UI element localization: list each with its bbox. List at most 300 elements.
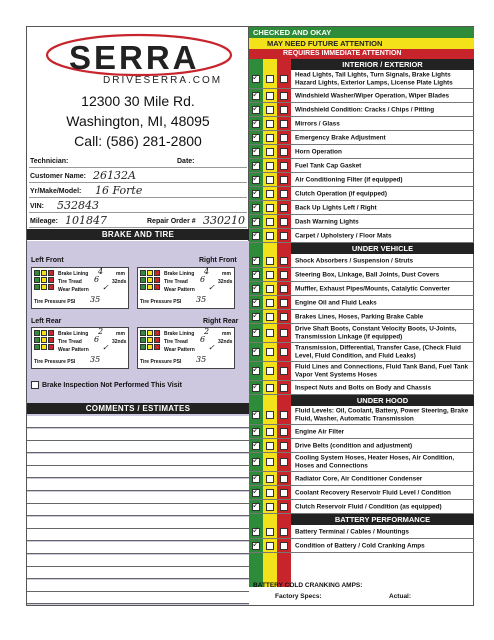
checklist-item bbox=[249, 362, 474, 381]
tire-tread-value[interactable]: 6 bbox=[200, 335, 206, 344]
rating-square[interactable] bbox=[34, 330, 40, 336]
immediate-checkbox[interactable] bbox=[280, 348, 288, 356]
immediate-checkbox[interactable] bbox=[280, 542, 288, 550]
check-mark-icon: ✓ bbox=[252, 201, 260, 212]
ok-checkbox[interactable] bbox=[252, 539, 260, 550]
check-mark-icon: ✓ bbox=[252, 215, 260, 226]
checklist-item-label: Steering Box, Linkage, Ball Joints, Dust Covers bbox=[295, 270, 440, 278]
ok-checkbox[interactable] bbox=[252, 329, 260, 337]
ok-checkbox[interactable] bbox=[252, 486, 260, 497]
ok-checkbox[interactable] bbox=[252, 229, 260, 240]
comment-line[interactable] bbox=[27, 429, 249, 441]
wear-pattern-value[interactable]: ✓ bbox=[208, 343, 215, 352]
brake-lining-value[interactable]: 4 bbox=[98, 267, 104, 276]
comment-line[interactable] bbox=[27, 466, 249, 478]
rating-square[interactable] bbox=[48, 284, 54, 290]
rating-square[interactable] bbox=[48, 330, 54, 336]
check-mark-icon: ✓ bbox=[252, 268, 260, 279]
checklist-item bbox=[249, 229, 474, 243]
checklist-item bbox=[249, 187, 474, 201]
future-checkbox[interactable] bbox=[266, 503, 274, 511]
checklist-item bbox=[249, 215, 474, 229]
ok-checkbox[interactable] bbox=[252, 381, 260, 392]
rating-squares bbox=[34, 270, 56, 292]
checklist-item bbox=[249, 324, 474, 343]
future-checkbox[interactable] bbox=[266, 329, 274, 337]
checklist-item-label: Fluid Levels: Oil, Coolant, Battery, Power Steering, Brake Fluid, Washer, Automatic Transmission bbox=[295, 407, 469, 422]
ok-checkbox[interactable] bbox=[252, 411, 260, 419]
future-checkbox[interactable] bbox=[266, 458, 274, 466]
rating-square[interactable] bbox=[147, 284, 153, 290]
legend-checked-ok: CHECKED AND OKAY bbox=[249, 27, 474, 38]
technician-label: Technician: bbox=[30, 158, 69, 165]
rating-square[interactable] bbox=[140, 270, 146, 276]
rating-square[interactable] bbox=[147, 277, 153, 283]
immediate-checkbox[interactable] bbox=[280, 162, 288, 170]
mm-unit: mm bbox=[222, 331, 231, 337]
check-mark-icon: ✓ bbox=[252, 103, 260, 114]
battery-cca-label: BATTERY COLD CRANKING AMPS: bbox=[253, 582, 363, 589]
inspection-sheet bbox=[26, 26, 474, 606]
ok-checkbox[interactable] bbox=[252, 500, 260, 511]
checklist-item bbox=[249, 539, 474, 553]
comment-line[interactable] bbox=[27, 479, 249, 491]
tire-box-left-front bbox=[31, 267, 129, 309]
ok-checkbox[interactable] bbox=[252, 201, 260, 212]
legend-immediate-attention: REQUIRES IMMEDIATE ATTENTION bbox=[249, 49, 474, 59]
rating-square[interactable] bbox=[48, 337, 54, 343]
checklist-item bbox=[249, 453, 474, 472]
brake-lining-value[interactable]: 2 bbox=[204, 327, 210, 336]
tire-tread-label: Tire Tread bbox=[58, 279, 82, 285]
tire-pressure-value[interactable]: 35 bbox=[196, 295, 207, 304]
right-column bbox=[249, 27, 474, 605]
section-battery-performance-header: BATTERY PERFORMANCE bbox=[291, 514, 474, 525]
ok-checkbox[interactable] bbox=[252, 89, 260, 100]
rating-square[interactable] bbox=[154, 337, 160, 343]
ok-checkbox[interactable] bbox=[252, 268, 260, 279]
ymm-value[interactable]: 16 Forte bbox=[95, 184, 143, 197]
future-checkbox[interactable] bbox=[266, 475, 274, 483]
brake-not-performed-row[interactable] bbox=[31, 381, 182, 389]
checklist-item-label: Condition of Battery / Cold Cranking Amps bbox=[295, 541, 425, 549]
checklist-item bbox=[249, 343, 474, 362]
rating-square[interactable] bbox=[34, 270, 40, 276]
checklist-item-label: Fuel Tank Cap Gasket bbox=[295, 161, 362, 169]
rating-square[interactable] bbox=[140, 344, 146, 350]
customer-row bbox=[29, 169, 247, 183]
comment-line[interactable] bbox=[27, 454, 249, 466]
tire-tread-label: Tire Tread bbox=[58, 339, 82, 345]
rating-squares bbox=[140, 330, 162, 352]
checklist-item bbox=[249, 500, 474, 514]
check-mark-icon: ✓ bbox=[252, 456, 260, 466]
future-checkbox[interactable] bbox=[266, 190, 274, 198]
checklist-item-label: Carpet / Upholstery / Floor Mats bbox=[295, 231, 392, 239]
brake-lining-label: Brake Lining bbox=[164, 331, 195, 337]
future-checkbox[interactable] bbox=[266, 489, 274, 497]
rating-square[interactable] bbox=[41, 284, 47, 290]
checklist-item bbox=[249, 525, 474, 539]
mm-unit: mm bbox=[116, 331, 125, 337]
future-checkbox[interactable] bbox=[266, 232, 274, 240]
comment-line[interactable] bbox=[27, 529, 249, 541]
immediate-checkbox[interactable] bbox=[280, 475, 288, 483]
ok-checkbox[interactable] bbox=[252, 145, 260, 156]
future-checkbox[interactable] bbox=[266, 75, 274, 83]
rating-square[interactable] bbox=[48, 344, 54, 350]
ok-checkbox[interactable] bbox=[252, 117, 260, 128]
customer-value[interactable]: 26132A bbox=[93, 169, 136, 182]
rating-square[interactable] bbox=[41, 270, 47, 276]
check-mark-icon: ✓ bbox=[252, 131, 260, 142]
ok-checkbox[interactable] bbox=[252, 458, 260, 466]
tire-box-right-front bbox=[137, 267, 235, 309]
rating-square[interactable] bbox=[34, 284, 40, 290]
future-checkbox[interactable] bbox=[266, 148, 274, 156]
immediate-checkbox[interactable] bbox=[280, 299, 288, 307]
rating-square[interactable] bbox=[140, 330, 146, 336]
tire-tread-value[interactable]: 6 bbox=[200, 275, 206, 284]
future-checkbox[interactable] bbox=[266, 528, 274, 536]
future-checkbox[interactable] bbox=[266, 134, 274, 142]
checklist-item bbox=[249, 145, 474, 159]
rating-square[interactable] bbox=[41, 277, 47, 283]
rating-square[interactable] bbox=[147, 344, 153, 350]
ok-checkbox[interactable] bbox=[252, 215, 260, 226]
section-under-hood-header: UNDER HOOD bbox=[291, 395, 474, 406]
checklist-item-label: Clutch Reservoir Fluid / Condition (as equipped) bbox=[295, 502, 442, 510]
checklist-item-label: Cooling System Hoses, Heater Hoses, Air Condition, Hoses and Connections bbox=[295, 454, 455, 469]
rating-square[interactable] bbox=[147, 330, 153, 336]
immediate-checkbox[interactable] bbox=[280, 271, 288, 279]
checklist-item bbox=[249, 117, 474, 131]
checklist-item-label: Transmission, Differential, Transfer Case, (Check Fluid Level, Fluid Condition, and Fluid Leaks) bbox=[295, 344, 461, 359]
check-mark-icon: ✓ bbox=[252, 500, 260, 511]
future-checkbox[interactable] bbox=[266, 176, 274, 184]
immediate-checkbox[interactable] bbox=[280, 367, 288, 375]
future-checkbox[interactable] bbox=[266, 313, 274, 321]
ok-checkbox[interactable] bbox=[252, 525, 260, 536]
future-checkbox[interactable] bbox=[266, 367, 274, 375]
check-mark-icon: ✓ bbox=[252, 73, 260, 83]
checklist-item bbox=[249, 381, 474, 395]
tire-tread-value[interactable]: 6 bbox=[94, 275, 100, 284]
future-checkbox[interactable] bbox=[266, 299, 274, 307]
32nds-unit: 32nds bbox=[218, 279, 233, 285]
checklist-item bbox=[249, 131, 474, 145]
checklist-item-label: Horn Operation bbox=[295, 147, 342, 155]
ok-checkbox[interactable] bbox=[252, 75, 260, 83]
comment-line[interactable] bbox=[27, 504, 249, 516]
immediate-checkbox[interactable] bbox=[280, 92, 288, 100]
checklist-item bbox=[249, 70, 474, 89]
phone-number: Call: (586) 281-2800 bbox=[74, 133, 202, 149]
comment-line[interactable] bbox=[27, 517, 249, 529]
tire-tread-value[interactable]: 6 bbox=[94, 335, 100, 344]
wear-pattern-value[interactable]: ✓ bbox=[102, 343, 109, 352]
rating-squares bbox=[140, 270, 162, 292]
immediate-checkbox[interactable] bbox=[280, 148, 288, 156]
checklist-item-label: Radiator Core, Air Conditioner Condenser bbox=[295, 474, 423, 482]
check-mark-icon: ✓ bbox=[252, 525, 260, 536]
checklist-item-label: Muffler, Exhaust Pipes/Mounts, Catalytic Converter bbox=[295, 284, 450, 292]
ok-checkbox[interactable] bbox=[252, 173, 260, 184]
check-mark-icon: ✓ bbox=[252, 472, 260, 483]
future-checkbox[interactable] bbox=[266, 442, 274, 450]
vin-row bbox=[29, 199, 247, 213]
rating-square[interactable] bbox=[140, 284, 146, 290]
checklist-item bbox=[249, 159, 474, 173]
comment-line[interactable] bbox=[27, 441, 249, 453]
mileage-value[interactable]: 101847 bbox=[65, 214, 107, 227]
check-mark-icon: ✓ bbox=[252, 229, 260, 240]
check-mark-icon: ✓ bbox=[252, 346, 260, 356]
immediate-checkbox[interactable] bbox=[280, 428, 288, 436]
mileage-row bbox=[29, 214, 247, 228]
checklist-item-label: Clutch Operation (if equipped) bbox=[295, 189, 387, 197]
checklist-item-label: Emergency Brake Adjustment bbox=[295, 133, 386, 141]
rating-square[interactable] bbox=[48, 270, 54, 276]
checklist-item-label: Drive Shaft Boots, Constant Velocity Boots, U-Joints, Transmission Linkage (if equipped) bbox=[295, 325, 457, 340]
ok-checkbox[interactable] bbox=[252, 425, 260, 436]
tire-tread-label: Tire Tread bbox=[164, 339, 188, 345]
tire-pressure-value[interactable]: 35 bbox=[196, 355, 207, 364]
tire-box-right-rear bbox=[137, 327, 235, 369]
ok-checkbox[interactable] bbox=[252, 367, 260, 375]
checklist-item-label: Coolant Recovery Reservoir Fluid Level / Condition bbox=[295, 488, 451, 496]
future-checkbox[interactable] bbox=[266, 92, 274, 100]
mm-unit: mm bbox=[116, 271, 125, 277]
position-left-front: Left Front bbox=[31, 257, 64, 264]
rating-square[interactable] bbox=[41, 344, 47, 350]
check-mark-icon: ✓ bbox=[252, 486, 260, 497]
wear-pattern-label: Wear Pattern bbox=[58, 287, 89, 293]
ok-checkbox[interactable] bbox=[252, 131, 260, 142]
immediate-checkbox[interactable] bbox=[280, 218, 288, 226]
future-checkbox[interactable] bbox=[266, 120, 274, 128]
immediate-checkbox[interactable] bbox=[280, 134, 288, 142]
future-checkbox[interactable] bbox=[266, 542, 274, 550]
comment-line[interactable] bbox=[27, 580, 249, 592]
checklist-item-label: Brakes Lines, Hoses, Parking Brake Cable bbox=[295, 312, 424, 320]
checklist-item bbox=[249, 173, 474, 187]
future-checkbox[interactable] bbox=[266, 162, 274, 170]
actual-label: Actual: bbox=[389, 593, 412, 600]
checklist-item-label: Mirrors / Glass bbox=[295, 119, 340, 127]
immediate-checkbox[interactable] bbox=[280, 204, 288, 212]
immediate-checkbox[interactable] bbox=[280, 528, 288, 536]
rating-square[interactable] bbox=[48, 277, 54, 283]
ok-checkbox[interactable] bbox=[252, 348, 260, 356]
brake-lining-label: Brake Lining bbox=[58, 331, 89, 337]
future-checkbox[interactable] bbox=[266, 348, 274, 356]
ymm-label: Yr/Make/Model: bbox=[30, 188, 82, 195]
comment-line[interactable] bbox=[27, 555, 249, 567]
comments-header: COMMENTS / ESTIMATES bbox=[27, 403, 249, 414]
immediate-checkbox[interactable] bbox=[280, 120, 288, 128]
tire-pressure-value[interactable]: 35 bbox=[90, 295, 101, 304]
ok-checkbox[interactable] bbox=[252, 310, 260, 321]
32nds-unit: 32nds bbox=[112, 279, 127, 285]
immediate-checkbox[interactable] bbox=[280, 176, 288, 184]
brake-not-performed-label: Brake Inspection Not Performed This Visit bbox=[42, 381, 182, 389]
wear-pattern-label: Wear Pattern bbox=[58, 347, 89, 353]
section-under-vehicle-header: UNDER VEHICLE bbox=[291, 243, 474, 254]
rating-square[interactable] bbox=[34, 277, 40, 283]
position-right-front: Right Front bbox=[199, 257, 237, 264]
left-column bbox=[27, 27, 249, 605]
date-label: Date: bbox=[177, 158, 195, 165]
mm-unit: mm bbox=[222, 271, 231, 277]
technician-row bbox=[29, 154, 247, 168]
future-checkbox[interactable] bbox=[266, 257, 274, 265]
checklist-item-label: Shock Absorbers / Suspension / Struts bbox=[295, 256, 414, 264]
checklist-item bbox=[249, 296, 474, 310]
logo-wordmark: SERRA bbox=[69, 39, 200, 76]
wear-pattern-label: Wear Pattern bbox=[164, 287, 195, 293]
immediate-checkbox[interactable] bbox=[280, 106, 288, 114]
ok-checkbox[interactable] bbox=[252, 254, 260, 265]
ok-checkbox[interactable] bbox=[252, 296, 260, 307]
rating-squares bbox=[34, 330, 56, 352]
serra-logo bbox=[41, 33, 241, 85]
immediate-checkbox[interactable] bbox=[280, 257, 288, 265]
comment-line[interactable] bbox=[27, 592, 249, 604]
future-checkbox[interactable] bbox=[266, 204, 274, 212]
check-mark-icon: ✓ bbox=[252, 254, 260, 265]
customer-label: Customer Name: bbox=[30, 173, 87, 180]
checklist-item bbox=[249, 282, 474, 296]
immediate-checkbox[interactable] bbox=[280, 190, 288, 198]
checklist-item bbox=[249, 486, 474, 500]
immediate-checkbox[interactable] bbox=[280, 503, 288, 511]
rating-square[interactable] bbox=[154, 277, 160, 283]
immediate-checkbox[interactable] bbox=[280, 313, 288, 321]
tire-pressure-label: Tire Pressure PSI bbox=[34, 359, 76, 365]
checklist-item-label: Dash Warning Lights bbox=[295, 217, 359, 225]
check-mark-icon: ✓ bbox=[252, 89, 260, 100]
rating-square[interactable] bbox=[147, 337, 153, 343]
rating-square[interactable] bbox=[147, 270, 153, 276]
immediate-checkbox[interactable] bbox=[280, 411, 288, 419]
comment-line[interactable] bbox=[27, 416, 249, 428]
check-mark-icon: ✓ bbox=[252, 365, 260, 375]
repair-order-value[interactable]: 330210 bbox=[203, 214, 245, 227]
future-checkbox[interactable] bbox=[266, 218, 274, 226]
ok-checkbox[interactable] bbox=[252, 187, 260, 198]
checklist-item bbox=[249, 406, 474, 425]
checklist-item bbox=[249, 89, 474, 103]
comment-line[interactable] bbox=[27, 542, 249, 554]
check-mark-icon: ✓ bbox=[252, 187, 260, 198]
rating-square[interactable] bbox=[154, 344, 160, 350]
ok-checkbox[interactable] bbox=[252, 472, 260, 483]
rating-square[interactable] bbox=[41, 330, 47, 336]
rating-square[interactable] bbox=[140, 337, 146, 343]
checklist-item-label: Engine Air Filter bbox=[295, 427, 345, 435]
mileage-label: Mileage: bbox=[30, 218, 59, 225]
future-checkbox[interactable] bbox=[266, 428, 274, 436]
brake-lining-label: Brake Lining bbox=[164, 271, 195, 277]
immediate-checkbox[interactable] bbox=[280, 442, 288, 450]
immediate-checkbox[interactable] bbox=[280, 285, 288, 293]
rating-square[interactable] bbox=[34, 344, 40, 350]
tire-pressure-value[interactable]: 35 bbox=[90, 355, 101, 364]
checklist-item-label: Back Up Lights Left / Right bbox=[295, 203, 377, 211]
brake-lining-value[interactable]: 4 bbox=[204, 267, 210, 276]
tire-tread-label: Tire Tread bbox=[164, 279, 188, 285]
check-mark-icon: ✓ bbox=[252, 159, 260, 170]
address-street: 12300 30 Mile Rd. bbox=[81, 93, 195, 109]
future-checkbox[interactable] bbox=[266, 271, 274, 279]
immediate-checkbox[interactable] bbox=[280, 75, 288, 83]
checklist-item bbox=[249, 103, 474, 117]
section-interior-exterior-header: INTERIOR / EXTERIOR bbox=[291, 59, 474, 70]
position-left-rear: Left Rear bbox=[31, 318, 62, 325]
factory-specs-label: Factory Specs: bbox=[275, 593, 322, 600]
checklist-item bbox=[249, 439, 474, 453]
checklist-item bbox=[249, 268, 474, 282]
tire-pressure-label: Tire Pressure PSI bbox=[140, 359, 182, 365]
immediate-checkbox[interactable] bbox=[280, 329, 288, 337]
ymm-row bbox=[29, 184, 247, 198]
brake-not-performed-checkbox[interactable] bbox=[31, 381, 39, 389]
vin-value[interactable]: 532843 bbox=[57, 199, 99, 212]
check-mark-icon: ✓ bbox=[252, 381, 260, 392]
immediate-checkbox[interactable] bbox=[280, 489, 288, 497]
wear-pattern-label: Wear Pattern bbox=[164, 347, 195, 353]
check-mark-icon: ✓ bbox=[252, 439, 260, 450]
comment-line[interactable] bbox=[27, 567, 249, 579]
ok-checkbox[interactable] bbox=[252, 103, 260, 114]
comment-line[interactable] bbox=[27, 492, 249, 504]
check-mark-icon: ✓ bbox=[252, 296, 260, 307]
rating-square[interactable] bbox=[154, 330, 160, 336]
future-checkbox[interactable] bbox=[266, 285, 274, 293]
rating-square[interactable] bbox=[34, 337, 40, 343]
vin-label: VIN: bbox=[30, 203, 44, 210]
tire-pressure-label: Tire Pressure PSI bbox=[34, 299, 76, 305]
check-mark-icon: ✓ bbox=[252, 173, 260, 184]
rating-square[interactable] bbox=[154, 284, 160, 290]
immediate-checkbox[interactable] bbox=[280, 384, 288, 392]
legend-future-attention: MAY NEED FUTURE ATTENTION bbox=[249, 38, 474, 49]
ok-checkbox[interactable] bbox=[252, 159, 260, 170]
checklist-item-label: Windshield Condition: Cracks / Chips / Pitting bbox=[295, 105, 435, 113]
checklist-item-label: Battery Terminal / Cables / Mountings bbox=[295, 527, 409, 535]
check-mark-icon: ✓ bbox=[252, 310, 260, 321]
checklist-item-label: Fluid Lines and Connections, Fluid Tank Band, Fuel Tank Vapor Vent Systems Hoses bbox=[295, 363, 469, 378]
rating-square[interactable] bbox=[140, 277, 146, 283]
brake-tire-panel bbox=[27, 241, 249, 393]
ok-checkbox[interactable] bbox=[252, 439, 260, 450]
immediate-checkbox[interactable] bbox=[280, 232, 288, 240]
immediate-checkbox[interactable] bbox=[280, 458, 288, 466]
brake-lining-value[interactable]: 2 bbox=[98, 327, 104, 336]
wear-pattern-value[interactable]: ✓ bbox=[102, 283, 109, 292]
checklist-item-label: Air Conditioning Filter (if equipped) bbox=[295, 175, 403, 183]
future-checkbox[interactable] bbox=[266, 411, 274, 419]
checklist-item bbox=[249, 254, 474, 268]
wear-pattern-value[interactable]: ✓ bbox=[208, 283, 215, 292]
ok-checkbox[interactable] bbox=[252, 282, 260, 293]
check-mark-icon: ✓ bbox=[252, 282, 260, 293]
rating-square[interactable] bbox=[154, 270, 160, 276]
rating-square[interactable] bbox=[41, 337, 47, 343]
future-checkbox[interactable] bbox=[266, 384, 274, 392]
future-checkbox[interactable] bbox=[266, 106, 274, 114]
